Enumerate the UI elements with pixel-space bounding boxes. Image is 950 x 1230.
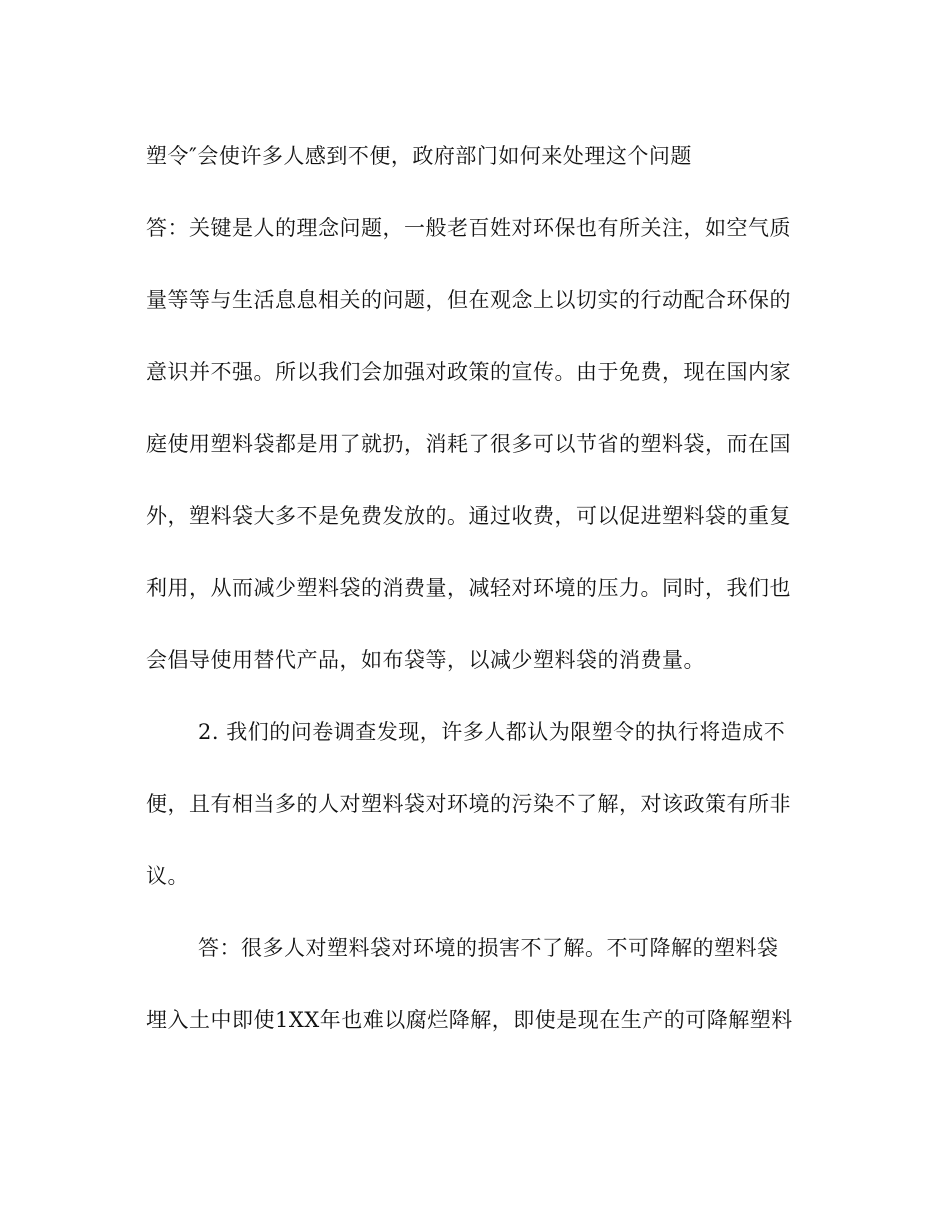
text-line: 埋入土中即使1XX年也难以腐烂降解，即使是现在生产的可降解塑料: [146, 1008, 793, 1032]
text-line: 议。: [146, 864, 189, 888]
text-line: 答：关键是人的理念问题，一般老百姓对环保也有所关注，如空气质: [146, 216, 791, 240]
text-line: 塑令″会使许多人感到不便，政府部门如何来处理这个问题: [146, 144, 692, 168]
text-line: 便，且有相当多的人对塑料袋对环境的污染不了解，对该政策有所非: [146, 792, 791, 816]
text-line: 利用，从而减少塑料袋的消费量，减轻对环境的压力。同时，我们也: [146, 576, 791, 600]
text-line: 外，塑料袋大多不是免费发放的。通过收费，可以促进塑料袋的重复: [146, 504, 791, 528]
text-line: 意识并不强。所以我们会加强对政策的宣传。由于免费，现在国内家: [146, 360, 791, 384]
text-line: 会倡导使用替代产品，如布袋等，以减少塑料袋的消费量。: [146, 648, 705, 672]
text-line: 量等等与生活息息相关的问题，但在观念上以切实的行动配合环保的: [146, 288, 791, 312]
text-line: 答：很多人对塑料袋对环境的损害不了解。不可降解的塑料袋: [198, 936, 779, 960]
text-line: 庭使用塑料袋都是用了就扔，消耗了很多可以节省的塑料袋，而在国: [146, 432, 791, 456]
text-line: 2. 我们的问卷调查发现，许多人都认为限塑令的执行将造成不: [198, 720, 786, 744]
